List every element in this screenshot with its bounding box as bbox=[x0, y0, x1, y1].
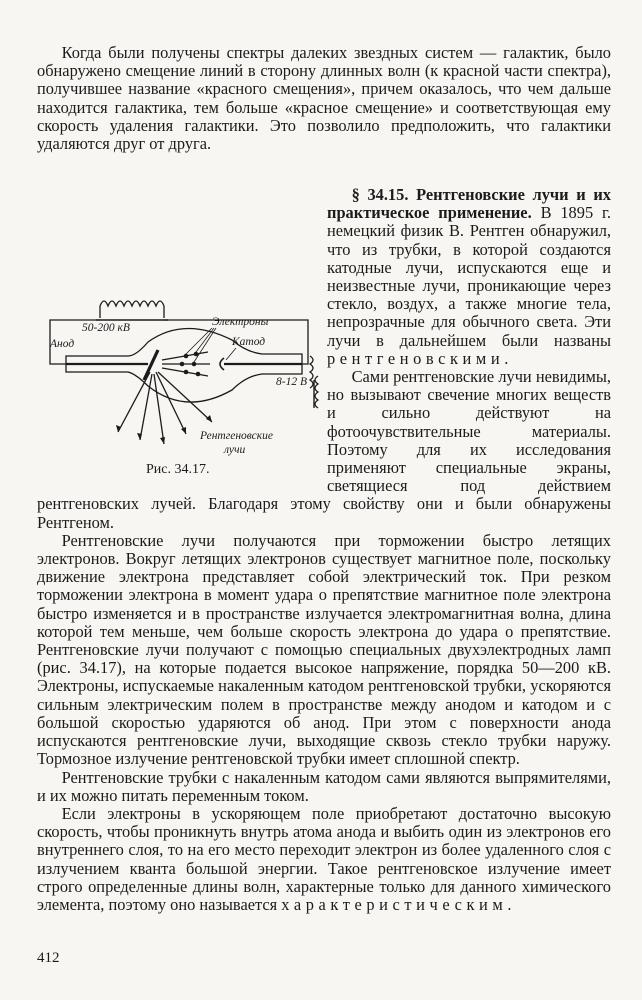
tube-envelope bbox=[66, 328, 302, 402]
characteristic-inline bbox=[37, 805, 611, 914]
rays-label-1: Рентгеновские bbox=[200, 430, 273, 442]
electrons-label: Электроны bbox=[212, 316, 269, 328]
intro-text: Когда были получены спектры далеких звездных систем — галактик, было обнаружено смещение линий в сторону длинных волн (к красной части спектра), получившее название «красного смещения», причем оказалось, что чем дальше находится галактика, тем больше «красное смещение» и соответствующая ему скорость удаления галактики. Это позволило предположить, что галактики удаляются друг от друга. bbox=[37, 43, 611, 154]
page-number: 412 bbox=[37, 950, 60, 966]
intro-paragraph bbox=[37, 44, 611, 153]
section-lead-spaced: рентгеновскими. bbox=[327, 348, 513, 368]
cathode-label: Катод bbox=[232, 336, 266, 348]
characteristic-spaced: характеристическим. bbox=[281, 894, 517, 914]
heater-voltage-label: 8-12 В bbox=[276, 376, 307, 388]
voltage-label: 50-200 кВ bbox=[82, 322, 130, 334]
production-lead-inline bbox=[37, 532, 611, 769]
production-body: Вокруг летящих электронов существует магнитное поле, поскольку движение электрона представляет собой электрический ток. При резком торможении электрона в момент удара о препятствие магнитное поле электрона быстро изменяется и в пространстве излучается электромагнитная волна, длина которой тем меньше, чем больше скорость электрона до удара о препятствие. Рентгеновские лучи получают с помощью специальных двухэлектродных ламп (рис. 34.17), на которые подается высокое напряжение, порядка 50—200 кВ. Электроны, испускаемые накаленным катодом рентгеновской трубки, ускоряются сильным электрическим полем в пространстве между анодом и катодом и с большой скоростью ударяются об анод. При этом с поверхности анода испускаются рентгеновские лучи, выходящие сквозь стекло трубки наружу. Тормозное излучение рентгеновской трубки имеет сплошной спектр. bbox=[37, 549, 611, 769]
xray-rays bbox=[118, 372, 212, 444]
transformer-coil bbox=[100, 301, 164, 306]
production-lead: Рентгеновские лучи получаются при торможении быстро летящих электронов. bbox=[37, 530, 611, 569]
anode-label: Анод bbox=[50, 338, 75, 350]
rays-label-2: лучи bbox=[224, 444, 246, 456]
beside-figure-sentence: Сами рентгеновские лучи невидимы, но вызывают свечение многих веществ и сильно действуют на фотоочувствительные материалы. Поэтому для их исследования применяют специальные экраны, светящиеся под действием рентгеновских лучей. Благодаря этому свойству они и были обнаружены Рентгеном. bbox=[37, 367, 611, 532]
characteristic-text: Если электроны в ускоряющем поле приобретают достаточно высокую скорость, чтобы проникнуть внутрь атома анода и выбить один из электронов его внутреннего слоя, то на его место переходит электрон из более удаленного слоя с излучением кванта большой энергии. Такое рентгеновское излучение имеет строго определенные длины волн, характерные только для данного химического элемента, поэтому оно называется bbox=[37, 803, 611, 914]
figure-34-17 bbox=[36, 294, 336, 494]
figure-caption: Рис. 34.17. bbox=[146, 462, 210, 477]
heater-transformer bbox=[310, 356, 313, 388]
rectifiers-text: Рентгеновские трубки с накаленным катодом сами являются выпрямителями, и их можно питать переменным током. bbox=[37, 767, 611, 805]
section-lead: В 1895 г. немецкий физик В. Рентген обнаружил, что из трубки, в которой создаются катодные лучи, испускаются еще и неизвестные лучи, проникающие через стекло, воздух, а также многие тела, непрозрачные для обычного света. Эти лучи в дальнейшем были названы bbox=[327, 203, 611, 350]
section-heading: § 34.15. Рентгеновские лучи и их практическое применение. bbox=[327, 185, 611, 223]
rectifiers-inline bbox=[37, 769, 611, 805]
